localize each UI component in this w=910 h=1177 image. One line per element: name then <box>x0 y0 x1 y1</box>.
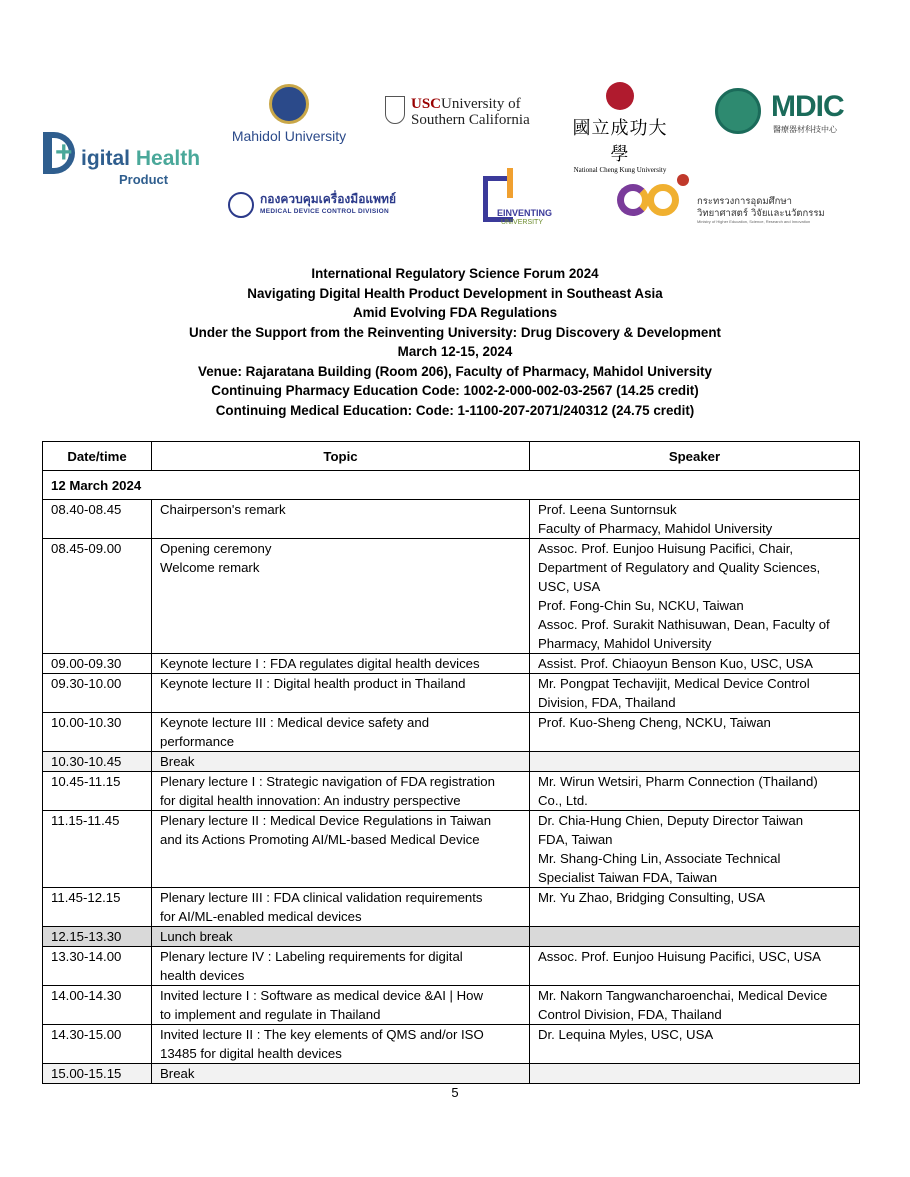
time-cell: 09.30-10.00 <box>43 674 152 713</box>
forum-subtitle: Amid Evolving FDA Regulations <box>352 305 558 320</box>
speaker-line: Mr. Wirun Wetsiri, Pharm Connection (Thailand) <box>538 774 818 789</box>
topic-cell <box>152 986 530 1025</box>
time-cell: 15.00-15.15 <box>43 1064 152 1084</box>
table-row <box>43 1025 860 1064</box>
schedule-table <box>42 441 860 1084</box>
speaker-cell <box>530 539 860 654</box>
topic-line: for AI/ML-enabled medical devices <box>160 909 362 924</box>
topic-cell <box>152 674 530 713</box>
topic-line: Plenary lecture I : Strategic navigation of FDA registration <box>160 774 495 789</box>
topic-line: 13485 for digital health devices <box>160 1046 342 1061</box>
medical-cross-icon: + <box>55 136 73 169</box>
speaker-cell <box>530 986 860 1025</box>
time-cell: 10.30-10.45 <box>43 752 152 772</box>
speaker-line: Specialist Taiwan FDA, Taiwan <box>538 870 718 885</box>
topic-line: Plenary lecture II : Medical Device Regulations in Taiwan <box>160 813 492 828</box>
logo-text: Health <box>135 147 201 170</box>
time-cell: 13.30-14.00 <box>43 947 152 986</box>
speaker-cell <box>530 752 860 772</box>
break-row <box>43 1064 860 1084</box>
table-row <box>43 539 860 654</box>
logo-text: National Cheng Kung University <box>573 166 667 174</box>
ncku-logo <box>565 82 675 174</box>
speaker-line: Mr. Shang-Ching Lin, Associate Technical <box>538 851 781 866</box>
topic-line: Keynote lecture II : Digital health product in Thailand <box>160 676 466 691</box>
topic-line: to implement and regulate in Thailand <box>160 1007 381 1022</box>
column-header-topic: Topic <box>152 442 530 471</box>
table-row <box>43 713 860 752</box>
table-row <box>43 986 860 1025</box>
venue: Venue: Rajaratana Building (Room 206), Faculty of Pharmacy, Mahidol University <box>198 363 712 379</box>
topic-line: Keynote lecture I : FDA regulates digital health devices <box>160 656 480 671</box>
logo-text: กระทรวงการอุดมศึกษา <box>697 196 792 207</box>
speaker-line: Dr. Chia-Hung Chien, Deputy Director Taiwan <box>538 813 804 828</box>
topic-line: Welcome remark <box>160 560 260 575</box>
topic-line: for digital health innovation: An industry perspective <box>160 793 461 808</box>
logo-text: USC <box>411 96 442 112</box>
medical-device-control-division-logo <box>228 190 403 220</box>
sponsor-logos <box>0 0 910 240</box>
speaker-cell <box>530 713 860 752</box>
table-row <box>43 888 860 927</box>
logo-text: UNIVERSITY <box>501 219 544 226</box>
topic-cell <box>152 539 530 654</box>
day-header-row <box>43 471 860 500</box>
speaker-line: Mr. Nakorn Tangwancharoenchai, Medical Device <box>538 988 828 1003</box>
speaker-line: Mr. Yu Zhao, Bridging Consulting, USA <box>538 890 765 905</box>
table-row <box>43 947 860 986</box>
cme-code: Continuing Medical Education: Code: 1-1100-207-2071/240312 (24.75 credit) <box>215 402 695 418</box>
speaker-line: USC, USA <box>538 579 601 594</box>
topic-cell <box>152 888 530 927</box>
time-cell: 09.00-09.30 <box>43 654 152 674</box>
table-row <box>43 772 860 811</box>
logo-text: Ministry of Higher Education, Science, Research and Innovation <box>697 219 811 224</box>
speaker-line: Pharmacy, Mahidol University <box>538 636 712 651</box>
time-cell: 11.15-11.45 <box>43 811 152 888</box>
table-row <box>43 674 860 713</box>
topic-line: Keynote lecture III : Medical device safety and <box>160 715 430 730</box>
topic-line: health devices <box>160 968 245 983</box>
mhesi-logo <box>617 172 825 227</box>
topic-cell <box>152 713 530 752</box>
time-cell: 12.15-13.30 <box>43 927 152 947</box>
time-cell: 08.40-08.45 <box>43 500 152 539</box>
logo-text: igital <box>81 147 136 170</box>
mdic-logo <box>715 88 860 138</box>
column-header-datetime: Date/time <box>43 442 152 471</box>
table-row <box>43 500 860 539</box>
topic-line: Chairperson's remark <box>160 502 286 517</box>
speaker-cell <box>530 654 860 674</box>
usc-logo <box>385 96 535 130</box>
mdcd-check-emblem-icon <box>228 192 254 218</box>
topic-cell <box>152 811 530 888</box>
logo-text: University of <box>441 96 521 112</box>
forum-dates: March 12-15, 2024 <box>397 344 513 359</box>
speaker-cell <box>530 1064 860 1084</box>
topic-line: Lunch break <box>160 929 233 944</box>
speaker-cell <box>530 888 860 927</box>
usc-shield-icon <box>385 96 405 124</box>
mahidol-university-logo <box>224 84 354 149</box>
mdic-ring-emblem-icon <box>715 88 761 134</box>
speaker-cell <box>530 927 860 947</box>
logo-text: MDIC <box>771 90 844 123</box>
logo-text: Southern California <box>411 112 530 128</box>
reinventing-university-logo <box>483 168 563 230</box>
table-header-row <box>43 442 860 471</box>
mhesi-emblem-icon <box>647 184 679 216</box>
mhesi-seal-icon <box>677 174 689 186</box>
topic-cell <box>152 947 530 986</box>
speaker-cell <box>530 811 860 888</box>
speaker-line: Assoc. Prof. Surakit Nathisuwan, Dean, Faculty of <box>538 617 830 632</box>
table-row <box>43 654 860 674</box>
topic-line: Break <box>160 754 195 769</box>
speaker-line: Faculty of Pharmacy, Mahidol University <box>538 521 773 536</box>
digital-health-product-logo <box>43 130 208 190</box>
up-arrow-icon <box>507 168 513 198</box>
topic-line: performance <box>160 734 235 749</box>
speaker-line: Assist. Prof. Chiaoyun Benson Kuo, USC, USA <box>538 656 813 671</box>
lunch-row <box>43 927 860 947</box>
time-cell: 14.00-14.30 <box>43 986 152 1025</box>
speaker-line: Prof. Fong-Chin Su, NCKU, Taiwan <box>538 598 744 613</box>
topic-line: Plenary lecture IV : Labeling requirements for digital <box>160 949 463 964</box>
topic-cell <box>152 1064 530 1084</box>
topic-cell <box>152 500 530 539</box>
topic-cell <box>152 752 530 772</box>
speaker-line: Assoc. Prof. Eunjoo Huisung Pacifici, USC, USA <box>538 949 821 964</box>
topic-line: and its Actions Promoting AI/ML-based Medical Device <box>160 832 480 847</box>
logo-subtext: Product <box>119 172 169 187</box>
speaker-line: Prof. Kuo-Sheng Cheng, NCKU, Taiwan <box>538 715 771 730</box>
topic-line: Invited lecture II : The key elements of QMS and/or ISO <box>160 1027 484 1042</box>
speaker-cell <box>530 772 860 811</box>
speaker-cell <box>530 674 860 713</box>
speaker-line: Mr. Pongpat Techavijit, Medical Device Control <box>538 676 810 691</box>
logo-text: EINVENTING <box>497 208 553 218</box>
support-line: Under the Support from the Reinventing University: Drug Discovery & Development <box>189 324 721 340</box>
page-number: 5 <box>451 1085 459 1100</box>
speaker-line: Dr. Lequina Myles, USC, USA <box>538 1027 714 1042</box>
speaker-line: Department of Regulatory and Quality Sciences, <box>538 560 821 575</box>
logo-text: 醫療器材科技中心 <box>773 125 837 134</box>
topic-cell <box>152 927 530 947</box>
topic-cell <box>152 772 530 811</box>
topic-line: Invited lecture I : Software as medical device &AI | How <box>160 988 483 1003</box>
speaker-line: Assoc. Prof. Eunjoo Huisung Pacifici, Chair, <box>538 541 794 556</box>
mahidol-seal-icon <box>269 84 309 124</box>
time-cell: 11.45-12.15 <box>43 888 152 927</box>
table-row <box>43 811 860 888</box>
forum-title: International Regulatory Science Forum 2024 <box>311 266 599 281</box>
ncku-flower-emblem-icon <box>606 82 634 110</box>
time-cell: 14.30-15.00 <box>43 1025 152 1064</box>
logo-text: Mahidol University <box>231 128 347 144</box>
speaker-line: Control Division, FDA, Thailand <box>538 1007 722 1022</box>
logo-text: MEDICAL DEVICE CONTROL DIVISION <box>260 208 389 215</box>
forum-subtitle: Navigating Digital Health Product Development in Southeast Asia <box>247 285 663 301</box>
speaker-line: Co., Ltd. <box>538 793 588 808</box>
mhesi-emblem-icon <box>617 184 649 216</box>
time-cell: 08.45-09.00 <box>43 539 152 654</box>
cpe-code: Continuing Pharmacy Education Code: 1002-2-000-002-03-2567 (14.25 credit) <box>211 383 699 398</box>
speaker-line: Division, FDA, Thailand <box>538 695 676 710</box>
logo-text: วิทยาศาสตร์ วิจัยและนวัตกรรม <box>697 208 825 219</box>
logo-text: กองควบคุมเครื่องมือแพทย์ <box>260 192 396 206</box>
time-cell: 10.00-10.30 <box>43 713 152 752</box>
speaker-cell <box>530 947 860 986</box>
topic-cell <box>152 654 530 674</box>
logo-text: 國立成功大學 <box>572 118 668 165</box>
topic-line: Plenary lecture III : FDA clinical validation requirements <box>160 890 483 905</box>
speaker-line: FDA, Taiwan <box>538 832 613 847</box>
column-header-speaker: Speaker <box>530 442 860 471</box>
speaker-line: Prof. Leena Suntornsuk <box>538 502 677 517</box>
speaker-cell <box>530 500 860 539</box>
speaker-cell <box>530 1025 860 1064</box>
topic-cell <box>152 1025 530 1064</box>
forum-heading <box>0 264 910 420</box>
topic-line: Break <box>160 1066 195 1081</box>
day-label: 12 March 2024 <box>43 471 860 500</box>
topic-line: Opening ceremony <box>160 541 272 556</box>
break-row <box>43 752 860 772</box>
time-cell: 10.45-11.15 <box>43 772 152 811</box>
